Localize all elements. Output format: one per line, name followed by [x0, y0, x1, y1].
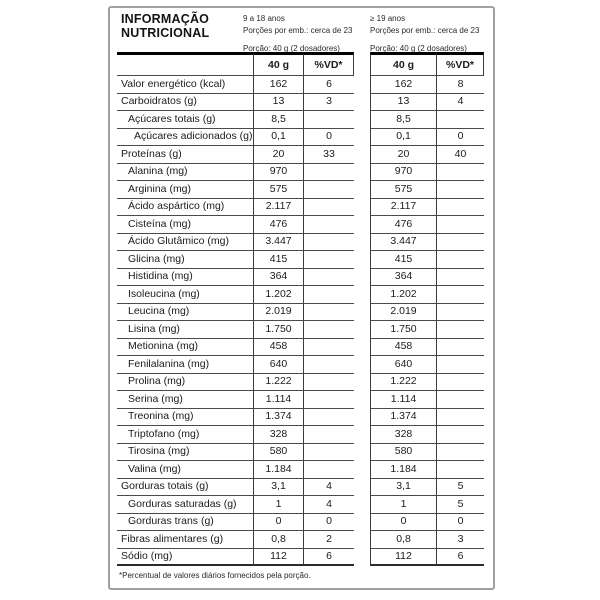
- amount-cell-9-18: 2.117: [253, 199, 304, 217]
- dv-cell-19-plus: 5: [437, 479, 484, 497]
- amount-cell-19-plus: 970: [370, 164, 437, 182]
- row-label: Fenilalanina (mg): [117, 356, 253, 374]
- column-gap: [354, 251, 370, 269]
- dv-cell-19-plus: [437, 164, 484, 182]
- row-label: Arginina (mg): [117, 181, 253, 199]
- dv-cell-9-18: [304, 444, 354, 462]
- column-gap: [354, 76, 370, 94]
- amount-cell-9-18: 3,1: [253, 479, 304, 497]
- dv-cell-9-18: [304, 461, 354, 479]
- row-label: Leucina (mg): [117, 304, 253, 322]
- amount-cell-19-plus: 415: [370, 251, 437, 269]
- amount-cell-19-plus: 476: [370, 216, 437, 234]
- amount-cell-9-18: 970: [253, 164, 304, 182]
- servings-label: Porções por emb.: cerca de 23: [243, 25, 353, 35]
- row-label: Gorduras totais (g): [117, 479, 253, 497]
- row-label: Açúcares totais (g): [117, 111, 253, 129]
- dv-cell-19-plus: 3: [437, 531, 484, 549]
- amount-cell-19-plus: 20: [370, 146, 437, 164]
- column-gap: [354, 426, 370, 444]
- row-label: Histidina (mg): [117, 269, 253, 287]
- amount-cell-9-18: 476: [253, 216, 304, 234]
- amount-cell-9-18: 0,1: [253, 129, 304, 147]
- amount-cell-19-plus: 0: [370, 514, 437, 532]
- column-gap: [354, 129, 370, 147]
- amount-cell-9-18: 1.184: [253, 461, 304, 479]
- column-gap: [354, 164, 370, 182]
- amount-cell-9-18: 1.114: [253, 391, 304, 409]
- amount-cell-9-18: 575: [253, 181, 304, 199]
- amount-cell-19-plus: 0,1: [370, 129, 437, 147]
- panel-title: [121, 12, 209, 40]
- dv-cell-19-plus: [437, 304, 484, 322]
- amount-cell-19-plus: 1.202: [370, 286, 437, 304]
- dv-cell-19-plus: [437, 321, 484, 339]
- dv-cell-9-18: [304, 234, 354, 252]
- dv-cell-9-18: 0: [304, 514, 354, 532]
- amount-cell-19-plus: 1.184: [370, 461, 437, 479]
- amount-cell-9-18: 2.019: [253, 304, 304, 322]
- column-gap: [354, 374, 370, 392]
- column-header-dv-9-18: %VD*: [304, 52, 354, 76]
- dv-cell-9-18: [304, 164, 354, 182]
- row-label: Cisteína (mg): [117, 216, 253, 234]
- column-gap: [354, 461, 370, 479]
- column-gap: [354, 356, 370, 374]
- dv-cell-9-18: [304, 426, 354, 444]
- amount-cell-9-18: 458: [253, 339, 304, 357]
- column-gap: [354, 409, 370, 427]
- footnote: *Percentual de valores diários fornecidos pela porção.: [119, 571, 311, 580]
- amount-cell-19-plus: 112: [370, 549, 437, 567]
- dv-cell-9-18: [304, 269, 354, 287]
- row-label: Sódio (mg): [117, 549, 253, 567]
- dv-cell-19-plus: [437, 269, 484, 287]
- amount-cell-19-plus: 0,8: [370, 531, 437, 549]
- row-label: Tirosina (mg): [117, 444, 253, 462]
- row-label: Alanina (mg): [117, 164, 253, 182]
- dv-cell-19-plus: [437, 251, 484, 269]
- row-label: Gorduras saturadas (g): [117, 496, 253, 514]
- amount-cell-19-plus: 364: [370, 269, 437, 287]
- amount-cell-19-plus: 1.222: [370, 374, 437, 392]
- amount-cell-19-plus: 328: [370, 426, 437, 444]
- column-gap: [354, 199, 370, 217]
- column-gap: [354, 304, 370, 322]
- column-gap: [354, 181, 370, 199]
- dv-cell-9-18: [304, 216, 354, 234]
- dv-cell-19-plus: [437, 409, 484, 427]
- dv-cell-19-plus: [437, 444, 484, 462]
- row-label: Fibras alimentares (g): [117, 531, 253, 549]
- row-label: Valina (mg): [117, 461, 253, 479]
- group-header-9-18: [243, 13, 352, 55]
- dv-cell-19-plus: [437, 234, 484, 252]
- group-header-19-plus: [370, 13, 479, 55]
- dv-cell-9-18: 2: [304, 531, 354, 549]
- dv-cell-19-plus: [437, 461, 484, 479]
- amount-cell-9-18: 13: [253, 94, 304, 112]
- row-label: Ácido aspártico (mg): [117, 199, 253, 217]
- row-label: Glicina (mg): [117, 251, 253, 269]
- column-header-empty: [117, 52, 253, 76]
- amount-cell-19-plus: 3.447: [370, 234, 437, 252]
- column-gap: [354, 444, 370, 462]
- column-gap: [354, 94, 370, 112]
- amount-cell-19-plus: 1: [370, 496, 437, 514]
- portion-label: Porção: 40 g (2 dosadores): [370, 44, 467, 53]
- row-label: Valor energético (kcal): [117, 76, 253, 94]
- column-gap: [354, 321, 370, 339]
- dv-cell-19-plus: 5: [437, 496, 484, 514]
- dv-cell-19-plus: 4: [437, 94, 484, 112]
- amount-cell-19-plus: 162: [370, 76, 437, 94]
- row-label: Lisina (mg): [117, 321, 253, 339]
- amount-cell-9-18: 3.447: [253, 234, 304, 252]
- dv-cell-19-plus: [437, 339, 484, 357]
- amount-cell-9-18: 162: [253, 76, 304, 94]
- column-gap: [354, 269, 370, 287]
- amount-cell-19-plus: 3,1: [370, 479, 437, 497]
- dv-cell-19-plus: [437, 216, 484, 234]
- column-header-dv-19-plus: %VD*: [437, 52, 484, 76]
- column-gap: [354, 111, 370, 129]
- dv-cell-9-18: [304, 339, 354, 357]
- dv-cell-9-18: 4: [304, 496, 354, 514]
- row-label: Treonina (mg): [117, 409, 253, 427]
- dv-cell-19-plus: 8: [437, 76, 484, 94]
- amount-cell-9-18: 112: [253, 549, 304, 567]
- column-gap: [354, 549, 370, 567]
- amount-cell-19-plus: 1.374: [370, 409, 437, 427]
- amount-cell-9-18: 20: [253, 146, 304, 164]
- dv-cell-19-plus: 6: [437, 549, 484, 567]
- dv-cell-9-18: [304, 374, 354, 392]
- servings-label: Porções por emb.: cerca de 23: [370, 25, 480, 35]
- dv-cell-9-18: [304, 409, 354, 427]
- column-gap: [354, 479, 370, 497]
- amount-cell-9-18: 1: [253, 496, 304, 514]
- amount-cell-9-18: 0: [253, 514, 304, 532]
- amount-cell-9-18: 1.750: [253, 321, 304, 339]
- dv-cell-9-18: [304, 286, 354, 304]
- portion-label: Porção: 40 g (2 dosadores): [243, 44, 340, 53]
- dv-cell-19-plus: [437, 374, 484, 392]
- row-label: Proteínas (g): [117, 146, 253, 164]
- column-header-amount-9-18: 40 g: [253, 52, 304, 76]
- panel-title-line2: NUTRICIONAL: [121, 26, 210, 40]
- column-gap: [354, 146, 370, 164]
- amount-cell-9-18: 415: [253, 251, 304, 269]
- amount-cell-19-plus: 1.750: [370, 321, 437, 339]
- amount-cell-9-18: 640: [253, 356, 304, 374]
- amount-cell-9-18: 1.222: [253, 374, 304, 392]
- amount-cell-19-plus: 2.117: [370, 199, 437, 217]
- age-range-label: ≥ 19 anos: [370, 14, 406, 23]
- row-label: Prolina (mg): [117, 374, 253, 392]
- row-label: Carboidratos (g): [117, 94, 253, 112]
- dv-cell-19-plus: [437, 391, 484, 409]
- amount-cell-19-plus: 575: [370, 181, 437, 199]
- dv-cell-9-18: [304, 356, 354, 374]
- dv-cell-19-plus: 0: [437, 514, 484, 532]
- age-range-label: 9 a 18 anos: [243, 14, 285, 23]
- row-label: Açúcares adicionados (g): [117, 129, 253, 147]
- dv-cell-9-18: 6: [304, 549, 354, 567]
- dv-cell-19-plus: 0: [437, 129, 484, 147]
- column-gap: [354, 339, 370, 357]
- dv-cell-9-18: 0: [304, 129, 354, 147]
- dv-cell-19-plus: [437, 181, 484, 199]
- dv-cell-19-plus: 40: [437, 146, 484, 164]
- dv-cell-9-18: [304, 321, 354, 339]
- amount-cell-9-18: 580: [253, 444, 304, 462]
- panel-title-line1: INFORMAÇÃO: [121, 12, 210, 26]
- dv-cell-9-18: [304, 111, 354, 129]
- row-label: Metionina (mg): [117, 339, 253, 357]
- amount-cell-19-plus: 8,5: [370, 111, 437, 129]
- amount-cell-19-plus: 13: [370, 94, 437, 112]
- dv-cell-9-18: 6: [304, 76, 354, 94]
- amount-cell-19-plus: 640: [370, 356, 437, 374]
- amount-cell-9-18: 1.374: [253, 409, 304, 427]
- dv-cell-9-18: [304, 181, 354, 199]
- column-gap: [354, 391, 370, 409]
- amount-cell-9-18: 328: [253, 426, 304, 444]
- amount-cell-19-plus: 580: [370, 444, 437, 462]
- column-gap: [354, 496, 370, 514]
- row-label: Triptofano (mg): [117, 426, 253, 444]
- column-gap: [354, 514, 370, 532]
- dv-cell-9-18: [304, 304, 354, 322]
- column-gap: [354, 216, 370, 234]
- amount-cell-19-plus: 2.019: [370, 304, 437, 322]
- amount-cell-19-plus: 1.114: [370, 391, 437, 409]
- row-label: Isoleucina (mg): [117, 286, 253, 304]
- dv-cell-19-plus: [437, 356, 484, 374]
- amount-cell-9-18: 8,5: [253, 111, 304, 129]
- row-label: Ácido Glutâmico (mg): [117, 234, 253, 252]
- column-gap: [354, 286, 370, 304]
- amount-cell-9-18: 364: [253, 269, 304, 287]
- dv-cell-19-plus: [437, 426, 484, 444]
- dv-cell-9-18: 33: [304, 146, 354, 164]
- dv-cell-9-18: 3: [304, 94, 354, 112]
- nutrition-panel: [108, 6, 495, 590]
- column-gap: [354, 531, 370, 549]
- row-label: Serina (mg): [117, 391, 253, 409]
- row-label: Gorduras trans (g): [117, 514, 253, 532]
- column-gap: [354, 234, 370, 252]
- amount-cell-9-18: 0,8: [253, 531, 304, 549]
- dv-cell-9-18: [304, 251, 354, 269]
- dv-cell-19-plus: [437, 199, 484, 217]
- amount-cell-19-plus: 458: [370, 339, 437, 357]
- column-gap: [354, 52, 370, 76]
- dv-cell-19-plus: [437, 111, 484, 129]
- column-header-amount-19-plus: 40 g: [370, 52, 437, 76]
- dv-cell-19-plus: [437, 286, 484, 304]
- dv-cell-9-18: 4: [304, 479, 354, 497]
- nutrition-table: [117, 52, 484, 566]
- dv-cell-9-18: [304, 199, 354, 217]
- amount-cell-9-18: 1.202: [253, 286, 304, 304]
- dv-cell-9-18: [304, 391, 354, 409]
